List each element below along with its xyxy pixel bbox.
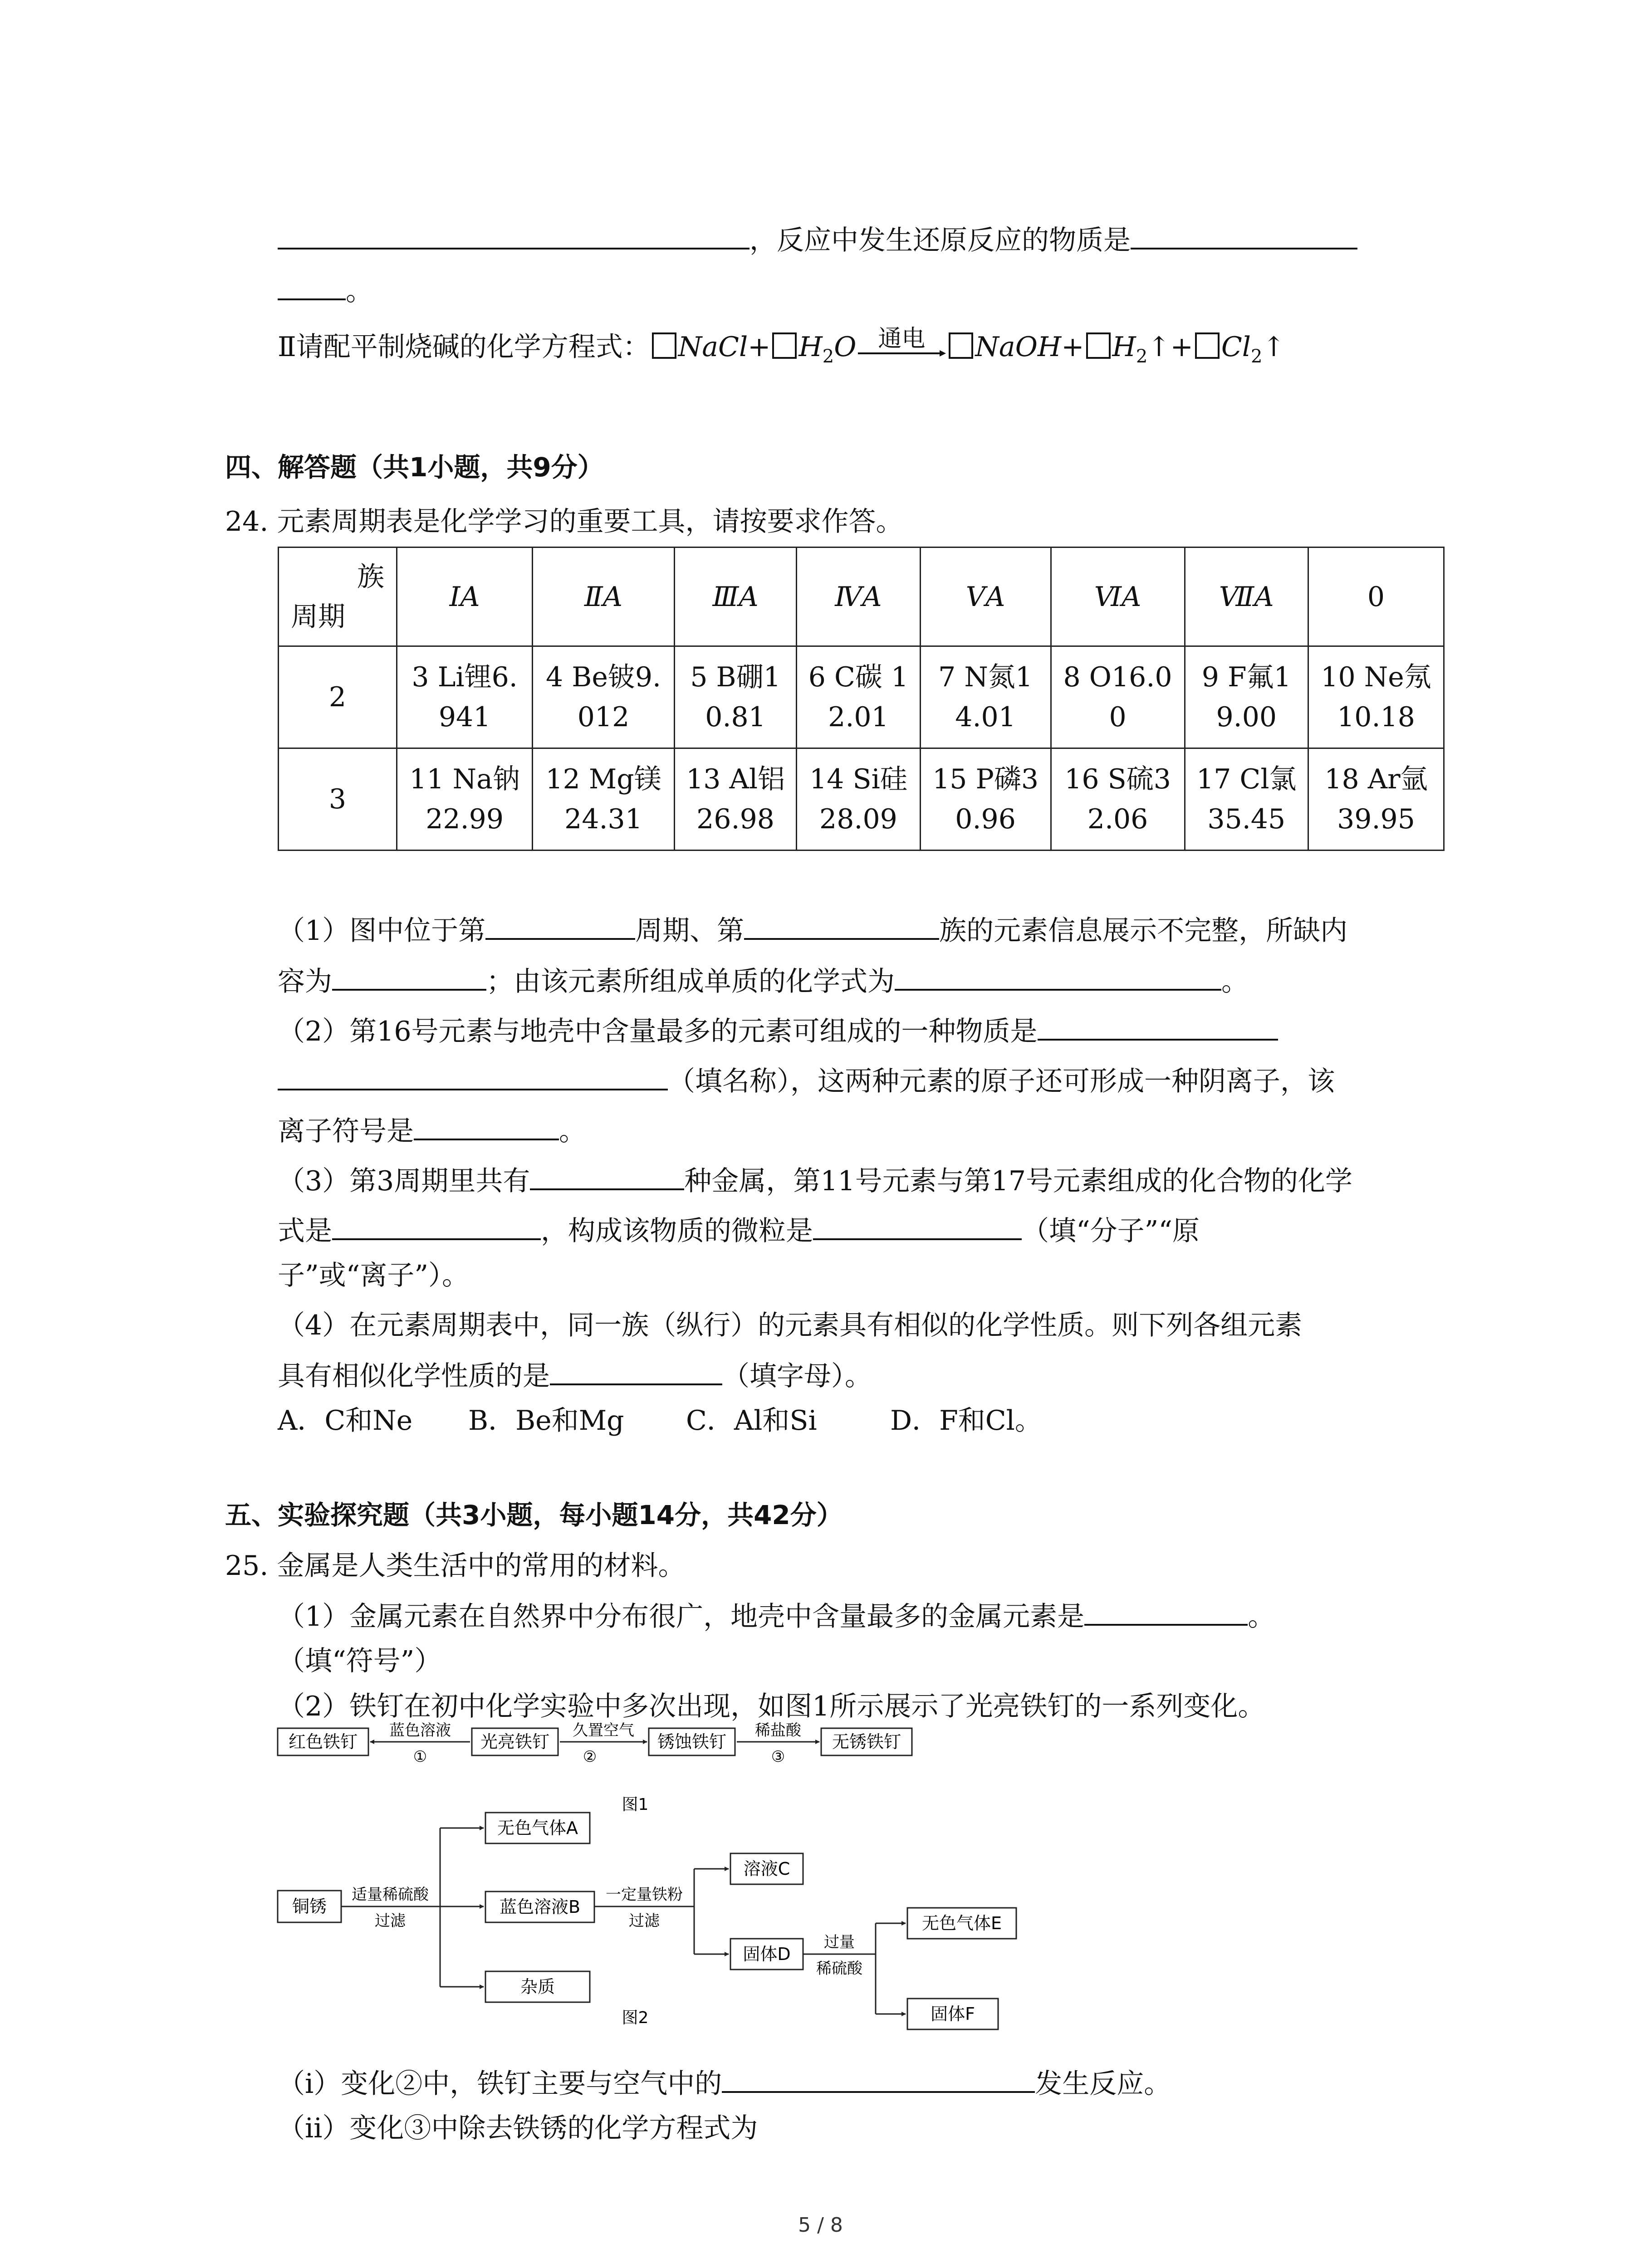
svg-text:③: ③ (771, 1748, 785, 1766)
svg-text:蓝色溶液: 蓝色溶液 (389, 1721, 451, 1740)
q25-part2: （2）铁钉在初中化学实验中多次出现，如图1所示展示了光亮铁钉的一系列变化。 (278, 1691, 1265, 1722)
period-label: 2 (279, 646, 397, 748)
element-cell: 8 O16.0 0 (1051, 646, 1185, 748)
q24-part3-line3: 子”或“离子”）。 (278, 1260, 470, 1291)
fig2-box-solid-f (907, 1999, 998, 2029)
fig1-caption: 图1 (622, 1795, 649, 1814)
element-cell: 10 Ne氖 10.18 (1308, 646, 1444, 748)
q24-part2-line2: （填名称），这两种元素的原子还可形成一种阴离子，该 (278, 1062, 1335, 1100)
fig2-box-solid-d (730, 1939, 803, 1970)
svg-text:过滤: 过滤 (629, 1912, 660, 1930)
q24-part1-line2: 容为 ；由该元素所组成单质的化学式为 。 (278, 963, 1249, 1000)
element-cell: 13 Al铝 26.98 (674, 748, 796, 850)
fig1-box-rustfree-nail (821, 1728, 912, 1755)
svg-text:蓝色溶液B: 蓝色溶液B (499, 1897, 581, 1917)
group-header: ⅢA (674, 547, 796, 646)
question-24-intro: 24. 元素周期表是化学学习的重要工具，请按要求作答。 (225, 506, 903, 538)
svg-text:稀盐酸: 稀盐酸 (755, 1721, 801, 1740)
q25-sub-ii: （ⅱ）变化③中除去铁锈的化学方程式为 (278, 2112, 758, 2144)
svg-text:稀硫酸: 稀硫酸 (816, 1960, 862, 1978)
svg-text:过量: 过量 (824, 1933, 855, 1951)
element-cell: 4 Be铍9. 012 (533, 646, 675, 748)
q25-part1-line2: （填“符号”） (278, 1645, 442, 1677)
q24-part1-line1: （1）图中位于第 周期、第 族的元素信息展示不完整，所缺内 (278, 912, 1347, 949)
option-d[interactable]: D．F和Cl。 (890, 1405, 1042, 1437)
page-number: 5 / 8 (798, 2214, 843, 2237)
reaction-arrow: 通电 (856, 331, 947, 367)
svg-text:锈蚀铁钉: 锈蚀铁钉 (657, 1732, 727, 1752)
group-header: ⅦA (1185, 547, 1308, 646)
q24-part2-line1: （2）第16号元素与地壳中含量最多的元素可组成的一种物质是 (278, 1012, 1278, 1050)
fig1-box-bright-nail (472, 1728, 558, 1755)
carryover-line-2: 。 (278, 272, 373, 309)
period-label: 3 (279, 748, 397, 850)
q24-part4-line1: （4）在元素周期表中，同一族（纵行）的元素具有相似的化学性质。则下列各组元素 (278, 1310, 1303, 1341)
group-header: 0 (1308, 547, 1444, 646)
fig1-box-red-nail (278, 1728, 368, 1755)
element-cell: 14 Si硅 28.09 (797, 748, 920, 850)
q24-part3-line2: 式是 ，构成该物质的微粒是 （填“分子”“原 (278, 1212, 1200, 1249)
group-header: ⅠA (397, 547, 533, 646)
element-cell: 15 P磷3 0.96 (920, 748, 1051, 850)
answer-blank[interactable] (722, 2065, 1035, 2093)
option-c[interactable]: C．Al和Si (686, 1405, 817, 1437)
svg-text:过滤: 过滤 (375, 1912, 406, 1930)
svg-text:久置空气: 久置空气 (573, 1721, 634, 1740)
svg-text:一定量铁粉: 一定量铁粉 (606, 1886, 683, 1904)
element-cell: 5 B硼1 0.81 (674, 646, 796, 748)
q24-part4-line2: 具有相似化学性质的是 （填字母）。 (278, 1357, 872, 1394)
fig2-box-gas-a (485, 1813, 590, 1843)
element-cell: 16 S硫3 2.06 (1051, 748, 1185, 850)
option-a[interactable]: A．C和Ne (278, 1405, 413, 1437)
fig1-box-rusty-nail (649, 1728, 735, 1755)
fig2-box-copper-rust (278, 1891, 341, 1922)
q25-sub-i: （ⅰ）变化②中，铁钉主要与空气中的 发生反应。 (278, 2065, 1171, 2102)
svg-text:适量稀硫酸: 适量稀硫酸 (352, 1886, 429, 1904)
element-cell: 6 C碳 1 2.01 (797, 646, 920, 748)
svg-text:杂质: 杂质 (520, 1977, 555, 1997)
fig1-arrow-3 (737, 1721, 819, 1766)
svg-text:铜锈: 铜锈 (292, 1897, 327, 1916)
fig2-caption: 图2 (622, 2009, 649, 2027)
svg-text:无锈铁钉: 无锈铁钉 (832, 1732, 901, 1752)
svg-text:②: ② (583, 1748, 597, 1766)
group-header: ⅣA (797, 547, 920, 646)
q24-part2-line3: 离子符号是 。 (278, 1112, 586, 1149)
fig2-box-solution-b (485, 1892, 594, 1922)
svg-text:红色铁钉: 红色铁钉 (288, 1732, 358, 1752)
group-header: ⅥA (1051, 547, 1185, 646)
fig2-step2 (594, 1869, 729, 1954)
fig1-arrow-1 (370, 1721, 470, 1766)
question-25-intro: 25. 金属是人类生活中的常用的材料。 (225, 1550, 686, 1582)
fig2-box-solution-c (730, 1853, 803, 1884)
fig2-step1 (341, 1828, 484, 1987)
element-cell: 9 F氟1 9.00 (1185, 646, 1308, 748)
q25-part1-line1: （1）金属元素在自然界中分布很广，地壳中含量最多的金属元素是 。 (278, 1598, 1275, 1635)
group-header: ⅤA (920, 547, 1051, 646)
element-cell: 11 Na钠 22.99 (397, 748, 533, 850)
element-cell: 12 Mg镁 24.31 (533, 748, 675, 850)
svg-text:无色气体E: 无色气体E (921, 1913, 1002, 1933)
fig2-box-impurity (485, 1971, 590, 2002)
svg-text:无色气体A: 无色气体A (497, 1818, 578, 1838)
svg-text:①: ① (413, 1748, 427, 1766)
fig1-arrow-2 (560, 1721, 647, 1766)
option-b[interactable]: B．Be和Mg (468, 1405, 624, 1437)
element-cell: 17 Cl氯 35.45 (1185, 748, 1308, 850)
table-corner-header: 族 周期 (279, 547, 397, 646)
svg-text:固体F: 固体F (931, 2004, 975, 2024)
balance-equation: Ⅱ请配平制烧碱的化学方程式： NaCl+ $H_2O$ 通电 NaOH+ $H_2↑+$ $Cl_2↑$ (278, 325, 1285, 367)
carryover-line-1: ，反应中发生还原反应的物质是 (278, 221, 1357, 259)
fig2-box-gas-e (907, 1908, 1016, 1939)
group-header: ⅡA (533, 547, 675, 646)
element-cell: 18 Ar氩 39.95 (1308, 748, 1444, 850)
svg-text:溶液C: 溶液C (743, 1859, 790, 1879)
section-5-title: 五、实验探究题（共3小题，每小题14分，共42分） (225, 1500, 843, 1530)
q24-part3-line1: （3）第3周期里共有 种金属，第11号元素与第17号元素组成的化合物的化学 (278, 1162, 1352, 1199)
svg-text:固体D: 固体D (743, 1944, 791, 1964)
element-cell: 3 Li锂6. 941 (397, 646, 533, 748)
svg-text:光亮铁钉: 光亮铁钉 (480, 1732, 550, 1752)
fig2-step3 (803, 1923, 906, 2014)
element-cell: 7 N氮1 4.01 (920, 646, 1051, 748)
section-4-title: 四、解答题（共1小题，共9分） (225, 452, 604, 483)
